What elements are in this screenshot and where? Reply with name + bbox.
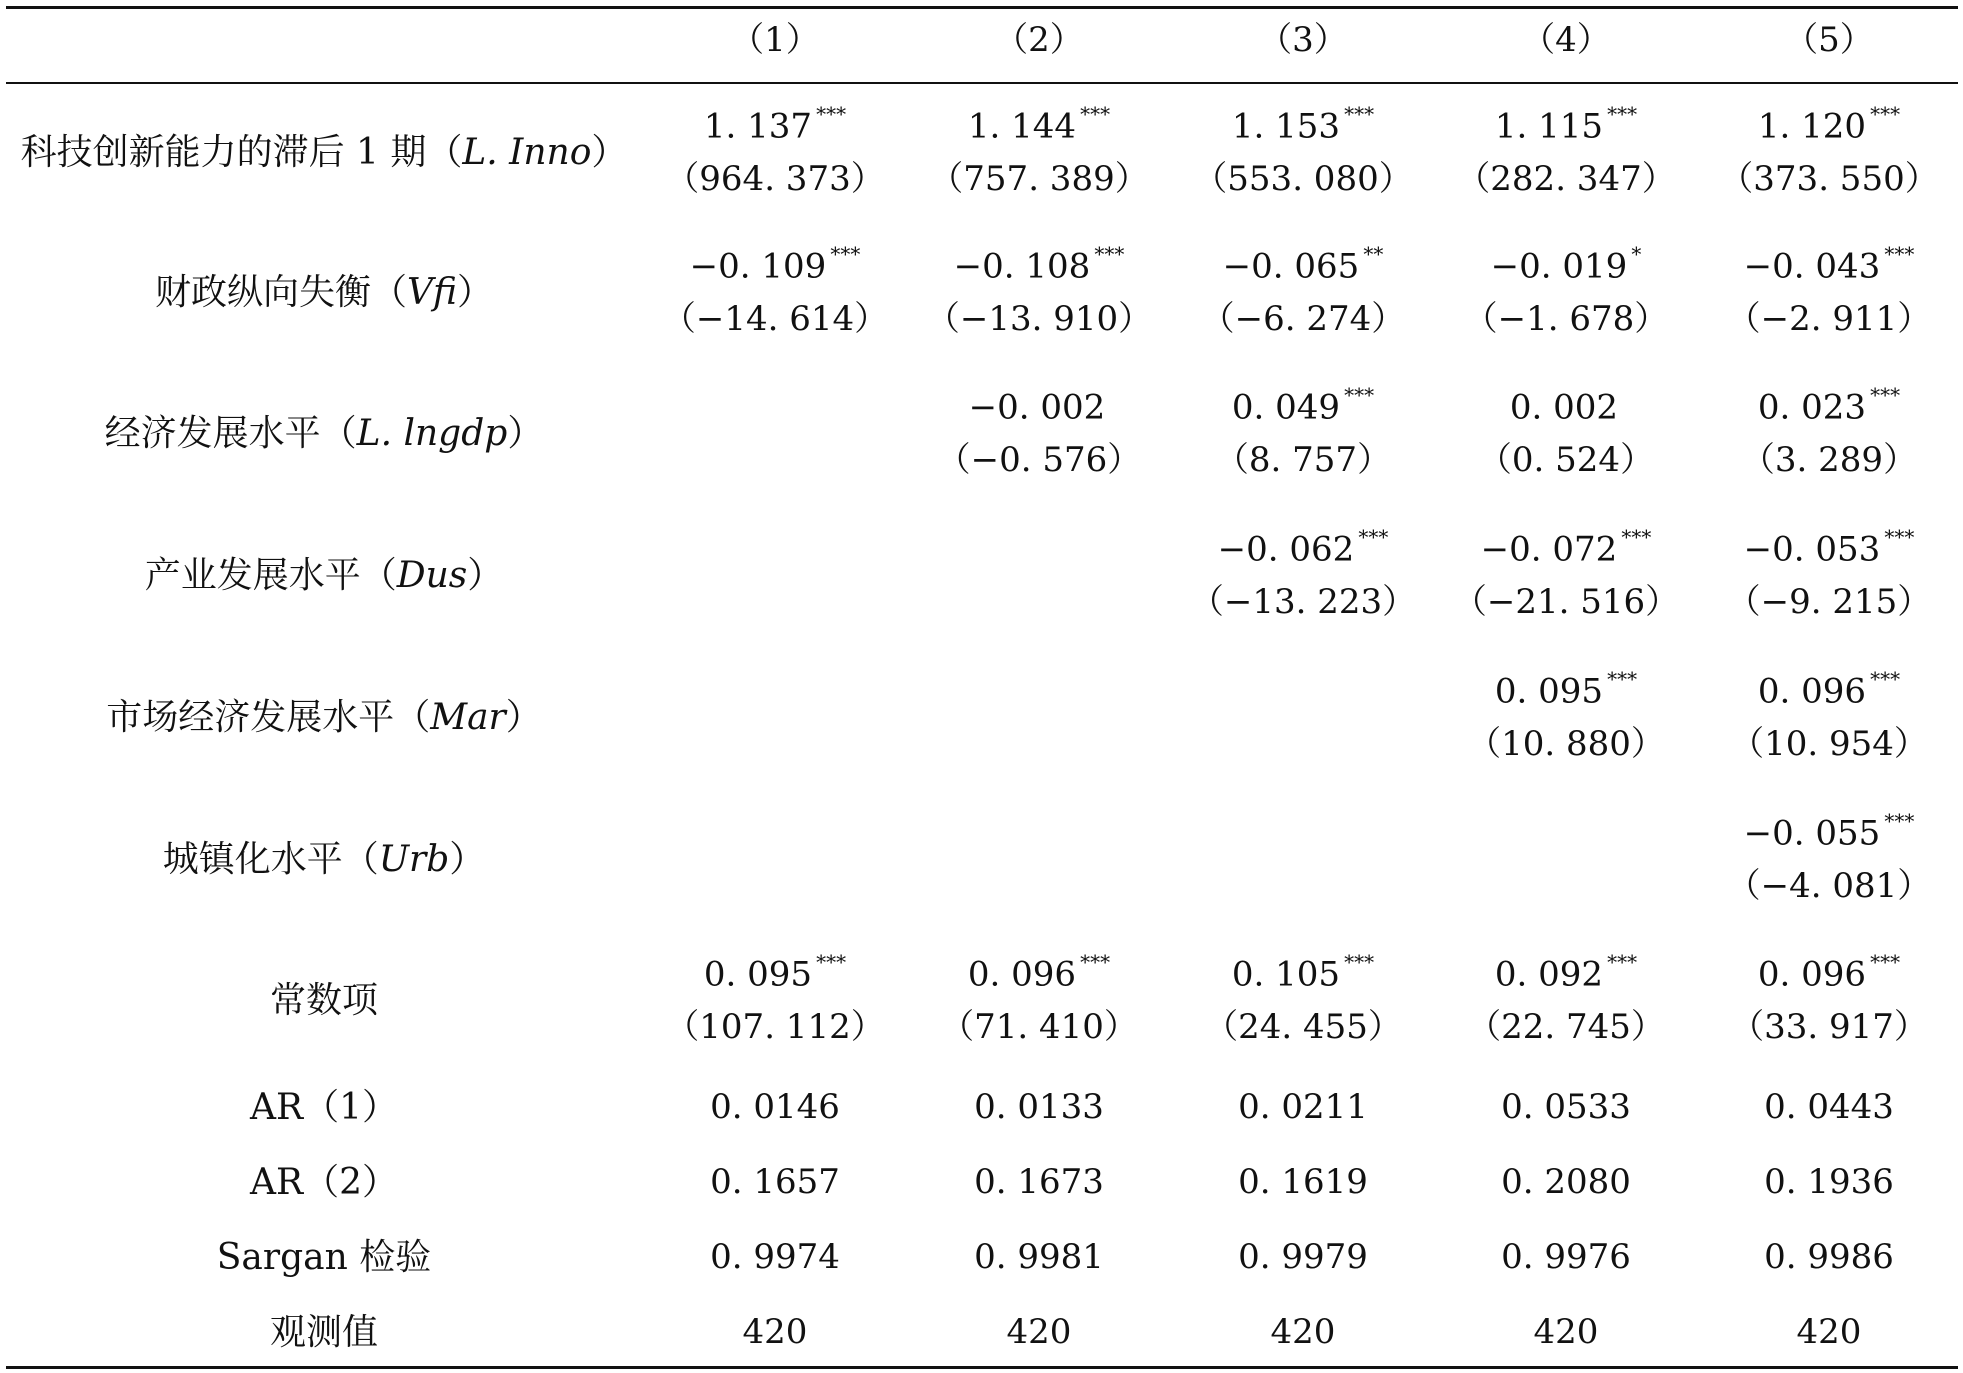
coefficient-value: 0. 095 [703,954,813,995]
coefficient-cell [645,102,905,147]
coefficient-cell [1436,667,1696,712]
stat-value: 0. 9979 [1238,1237,1368,1277]
coefficient-value: 0. 049 [1231,387,1341,428]
stat-label: Sargan 检验 [216,1237,432,1278]
significance-stars: *** [1884,525,1915,549]
coefficient-value: 0. 002 [1509,387,1619,428]
significance-stars: *** [1080,950,1111,974]
row-label [4,697,644,738]
coefficient-value: 0. 105 [1231,954,1341,995]
coefficient-cell [909,950,1169,995]
stat-value: 0. 0133 [974,1087,1104,1127]
t-statistic: （964. 373） [665,159,885,199]
stat-value: 0. 1619 [1238,1162,1368,1202]
coefficient-cell [1699,102,1959,147]
stat-value: 0. 0211 [1238,1087,1368,1127]
t-statistic: （107. 112） [665,1007,885,1047]
row-label [4,132,644,173]
coefficient-value: 1. 144 [967,106,1077,147]
t-statistic: （0. 524） [1477,440,1655,480]
row-label-close: ） [591,132,628,173]
coefficient-value: −0. 002 [968,387,1106,428]
coefficient-cell [1699,525,1959,570]
t-statistic: （757. 389） [929,159,1149,199]
coefficient-value: −0. 043 [1743,246,1881,287]
coefficient-cell [1436,387,1696,428]
significance-stars: *** [1080,102,1111,126]
t-statistic: （10. 880） [1467,724,1665,764]
coefficient-cell [1436,525,1696,570]
coefficient-value: −0. 109 [689,246,827,287]
t-statistic: （282. 347） [1456,159,1676,199]
significance-stars: *** [1344,383,1375,407]
coefficient-cell [1699,383,1959,428]
stat-value: 0. 9974 [710,1237,840,1277]
significance-stars: *** [1344,102,1375,126]
coefficient-value: 1. 120 [1757,106,1867,147]
coefficient-cell [645,242,905,287]
t-statistic: （24. 455） [1204,1007,1402,1047]
column-header: （1） [730,20,820,60]
stat-value: 0. 9976 [1501,1237,1631,1277]
t-statistic: （−0. 576） [936,440,1142,480]
row-label-close: ） [449,839,486,880]
row-label-text: 市场经济发展水平（ [106,697,431,738]
stat-label: AR（2） [249,1162,398,1203]
coefficient-value: −0. 019 [1490,246,1628,287]
significance-stars: *** [1870,102,1901,126]
row-label-close: ） [505,697,542,738]
coefficient-value: 1. 115 [1494,106,1604,147]
coefficient-cell [1699,667,1959,712]
row-label-close: ） [467,555,504,596]
coefficient-value: 1. 153 [1231,106,1341,147]
significance-stars: *** [1870,667,1901,691]
row-label-variable: L. Inno [462,132,592,173]
stat-value: 420 [1270,1312,1336,1352]
coefficient-cell [1173,242,1433,287]
t-statistic: （553. 080） [1193,159,1413,199]
row-label [4,555,644,596]
significance-stars: *** [1358,525,1389,549]
stat-value: 0. 9981 [974,1237,1104,1277]
row-label-variable: Dus [396,555,468,596]
row-label [4,413,644,454]
coefficient-value: −0. 108 [953,246,1091,287]
row-label [4,272,644,313]
coefficient-value: −0. 055 [1743,813,1881,854]
stat-value: 0. 9986 [1764,1237,1894,1277]
coefficient-cell [645,950,905,995]
stat-value: 420 [1533,1312,1599,1352]
coefficient-value: 0. 096 [1757,954,1867,995]
row-label-text: 常数项 [269,980,378,1021]
t-statistic: （−4. 081） [1726,866,1932,906]
t-statistic: （10. 954） [1730,724,1928,764]
significance-stars: *** [1621,525,1652,549]
coefficient-cell [1436,950,1696,995]
coefficient-cell [1173,525,1433,570]
row-label-text: 财政纵向失衡（ [154,272,407,313]
coefficient-cell [1173,383,1433,428]
t-statistic: （−14. 614） [661,299,889,339]
header-rule [6,82,1958,84]
coefficient-cell [1699,950,1959,995]
top-rule [6,6,1958,9]
significance-stars: *** [1884,242,1915,266]
coefficient-cell [909,242,1169,287]
coefficient-cell [1699,242,1959,287]
t-statistic: （8. 757） [1214,440,1392,480]
significance-stars: *** [1870,383,1901,407]
stat-value: 0. 2080 [1501,1162,1631,1202]
row-label-variable: L. lngdp [356,413,508,454]
stat-value: 0. 0533 [1501,1087,1631,1127]
significance-stars: * [1631,242,1642,266]
t-statistic: （22. 745） [1467,1007,1665,1047]
t-statistic: （−9. 215） [1726,582,1932,622]
coefficient-value: −0. 072 [1480,529,1618,570]
row-label-text: 科技创新能力的滞后 1 期（ [20,132,463,173]
significance-stars: *** [1344,950,1375,974]
significance-stars: *** [816,950,847,974]
stat-label: 观测值 [269,1312,378,1353]
coefficient-value: 0. 092 [1494,954,1604,995]
coefficient-cell [909,102,1169,147]
stat-value: 0. 1936 [1764,1162,1894,1202]
row-label [4,839,644,880]
significance-stars: *** [1884,809,1915,833]
significance-stars: *** [1607,102,1638,126]
coefficient-cell [1699,809,1959,854]
t-statistic: （3. 289） [1740,440,1918,480]
coefficient-value: 0. 096 [1757,671,1867,712]
column-header: （2） [994,20,1084,60]
coefficient-cell [1436,242,1696,287]
significance-stars: *** [1607,950,1638,974]
t-statistic: （−1. 678） [1463,299,1669,339]
t-statistic: （−2. 911） [1726,299,1932,339]
t-statistic: （−13. 910） [925,299,1153,339]
significance-stars: *** [1870,950,1901,974]
coefficient-cell [1173,950,1433,995]
coefficient-value: 0. 023 [1757,387,1867,428]
coefficient-value: −0. 065 [1222,246,1360,287]
stat-value: 420 [742,1312,808,1352]
row-label-variable: Urb [378,839,450,880]
stat-label: AR（1） [249,1087,398,1128]
t-statistic: （71. 410） [940,1007,1138,1047]
significance-stars: *** [816,102,847,126]
column-header: （4） [1521,20,1611,60]
column-header: （3） [1258,20,1348,60]
row-label-text: 经济发展水平（ [104,413,357,454]
coefficient-value: −0. 062 [1217,529,1355,570]
t-statistic: （−13. 223） [1189,582,1417,622]
bottom-rule [6,1366,1958,1369]
stat-value: 0. 0443 [1764,1087,1894,1127]
coefficient-cell [909,387,1169,428]
row-label-variable: Vfi [406,272,457,313]
t-statistic: （33. 917） [1730,1007,1928,1047]
t-statistic: （−21. 516） [1452,582,1680,622]
coefficient-value: 1. 137 [703,106,813,147]
stat-value: 420 [1796,1312,1862,1352]
significance-stars: ** [1363,242,1384,266]
stat-value: 0. 1673 [974,1162,1104,1202]
coefficient-value: 0. 095 [1494,671,1604,712]
significance-stars: *** [1607,667,1638,691]
coefficient-value: −0. 053 [1743,529,1881,570]
coefficient-value: 0. 096 [967,954,1077,995]
row-label-variable: Mar [430,697,506,738]
row-label-close: ） [507,413,544,454]
row-label [4,980,644,1021]
significance-stars: *** [830,242,861,266]
stat-value: 0. 1657 [710,1162,840,1202]
row-label-close: ） [457,272,494,313]
coefficient-cell [1436,102,1696,147]
significance-stars: *** [1094,242,1125,266]
row-label-text: 城镇化水平（ [162,839,379,880]
t-statistic: （373. 550） [1719,159,1939,199]
coefficient-cell [1173,102,1433,147]
column-header: （5） [1784,20,1874,60]
stat-value: 420 [1006,1312,1072,1352]
t-statistic: （−6. 274） [1200,299,1406,339]
row-label-text: 产业发展水平（ [144,555,397,596]
stat-value: 0. 0146 [710,1087,840,1127]
